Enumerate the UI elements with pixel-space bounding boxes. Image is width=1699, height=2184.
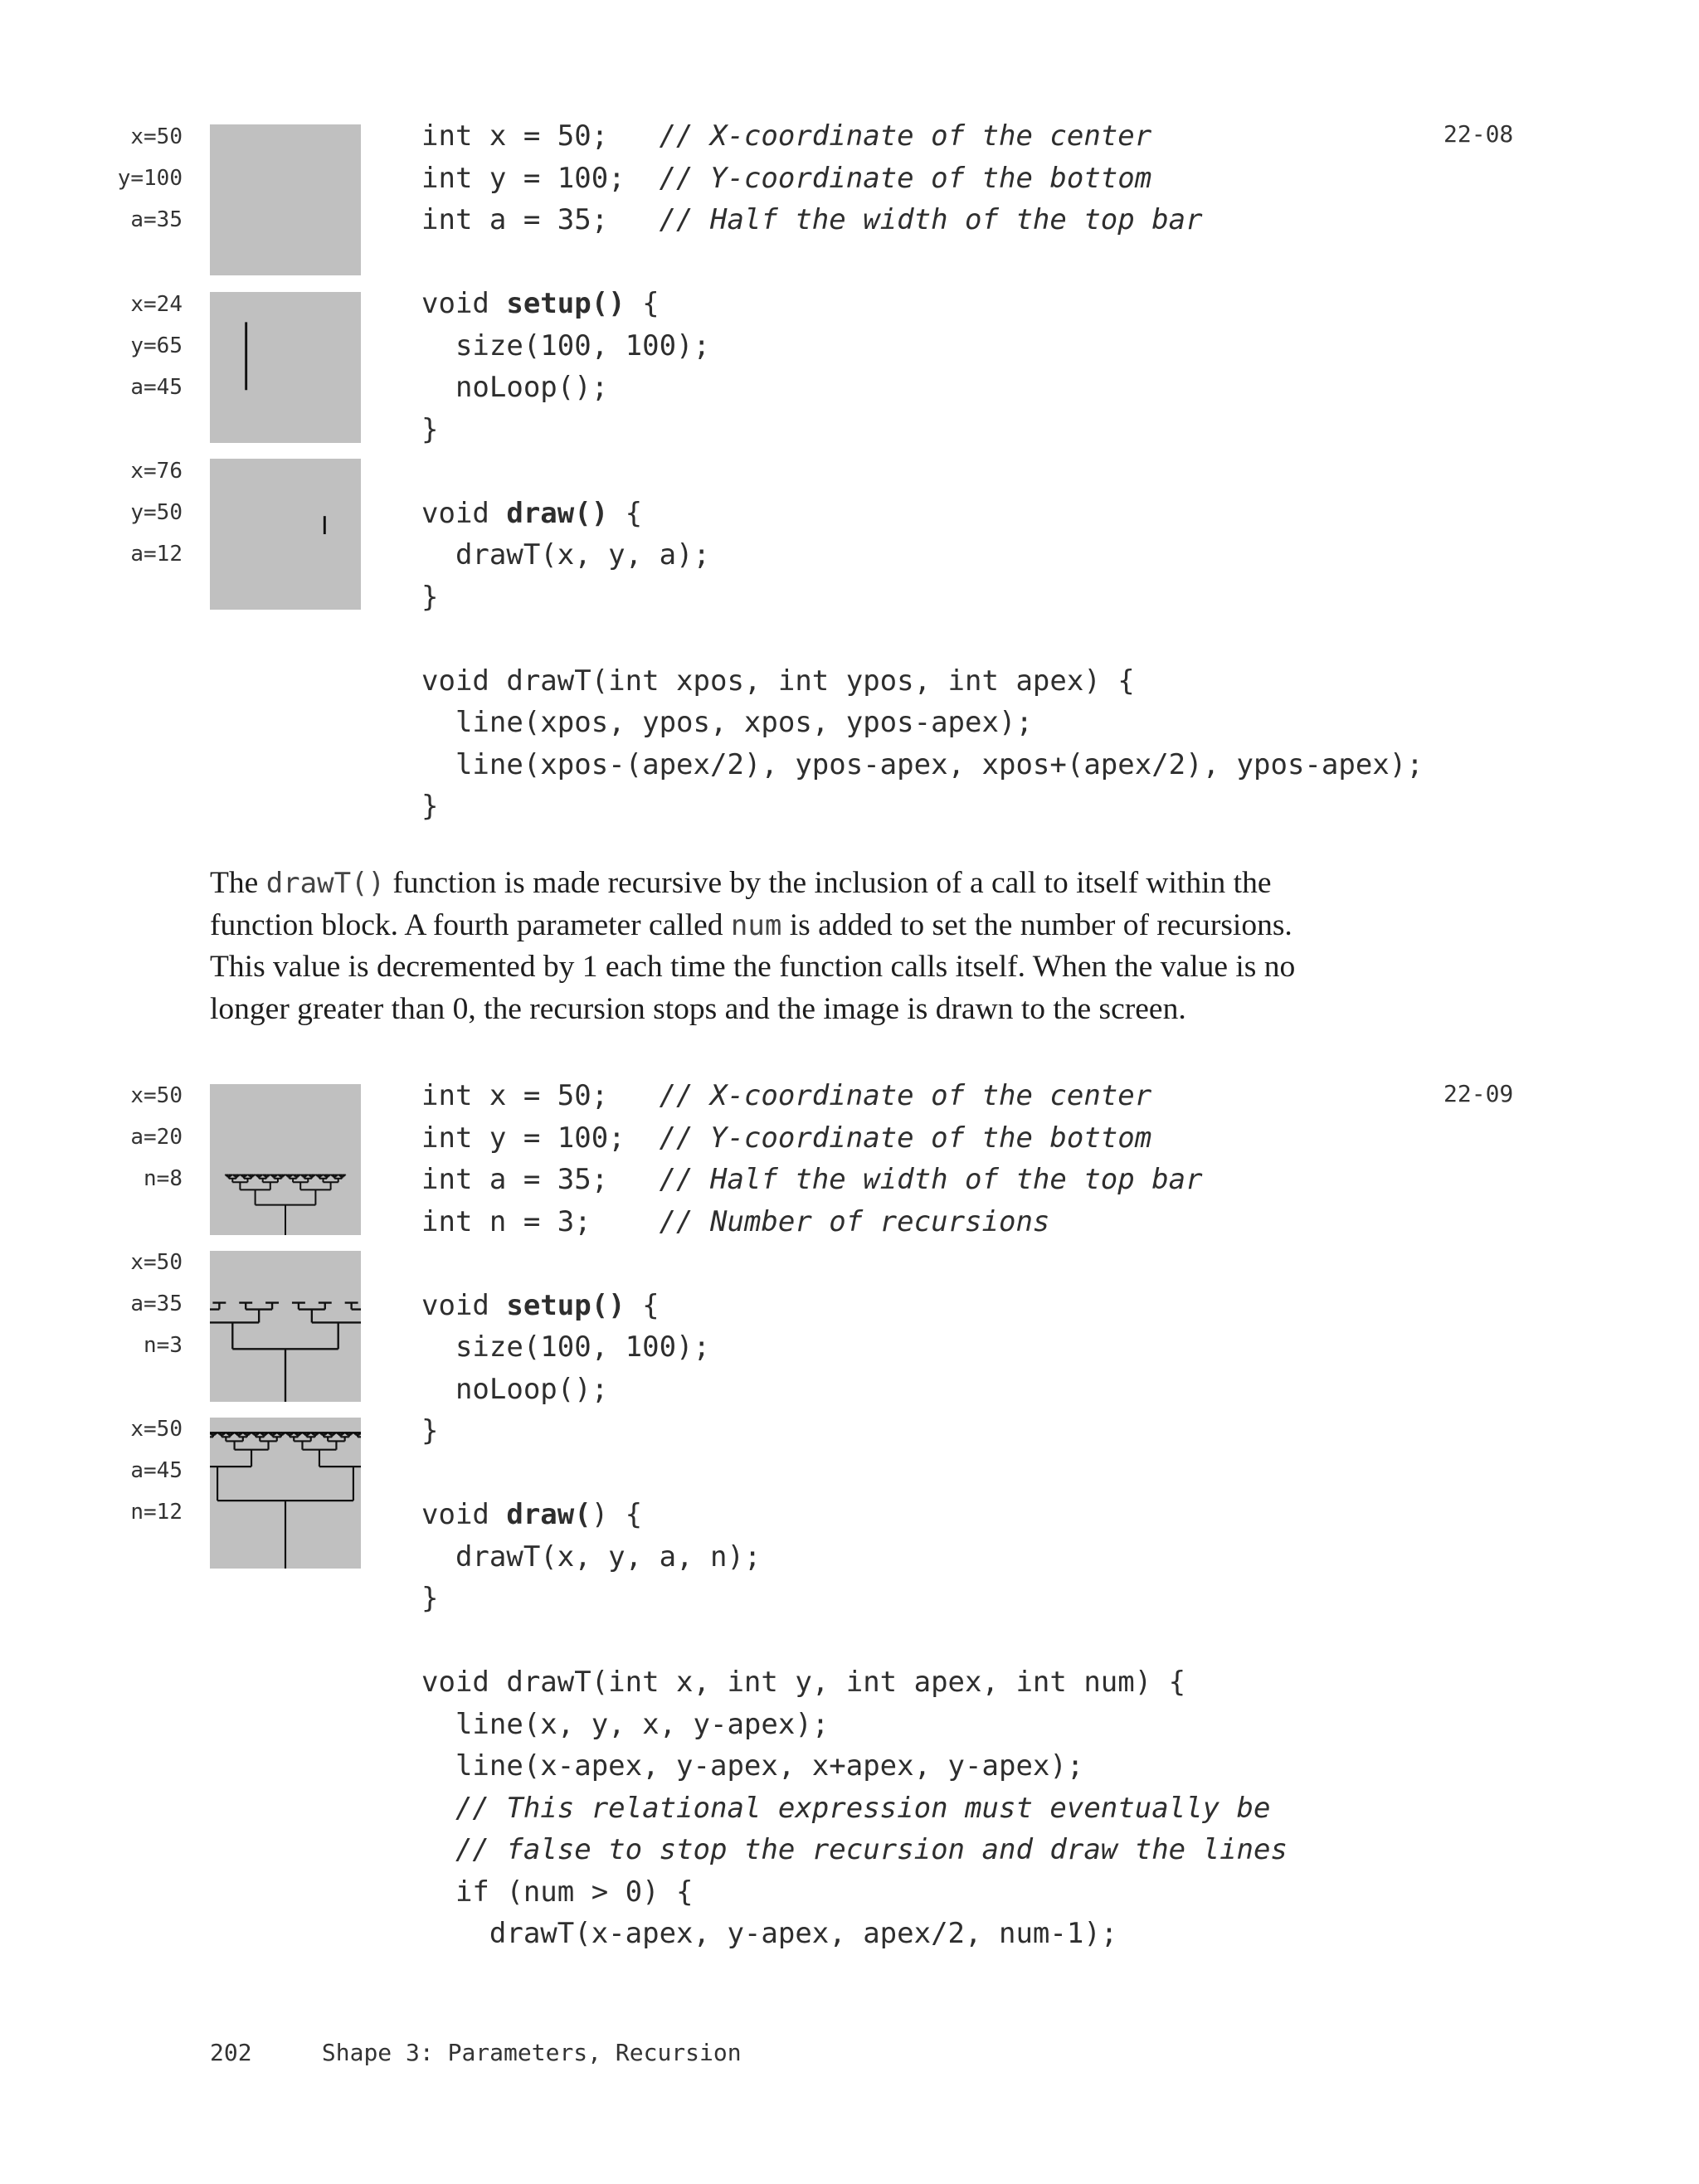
paragraph-line: function block. A fourth parameter called num is added to set the number of recursions.	[210, 907, 1293, 942]
param-label: a=45	[130, 1458, 183, 1483]
param-label: a=12	[130, 542, 183, 567]
code-line: line(xpos-(apex/2), ypos-apex, xpos+(apex/2), ypos-apex);	[421, 747, 1424, 781]
code-line: line(xpos, ypos, xpos, ypos-apex);	[421, 706, 1033, 739]
code-line: }	[421, 580, 439, 614]
param-label: x=50	[130, 1417, 183, 1442]
code-line: int y = 100; // Y-coordinate of the bottom	[421, 161, 1152, 195]
param-label: n=8	[144, 1166, 183, 1191]
param-label: n=3	[144, 1333, 183, 1358]
code-line: noLoop();	[421, 371, 609, 404]
paragraph-line: This value is decremented by 1 each time the function calls itself. When the value is no	[210, 950, 1296, 984]
body-paragraph	[210, 863, 1454, 1030]
code-line: int x = 50; // X-coordinate of the center	[421, 119, 1152, 153]
thumbnail-ex2-3	[210, 1418, 361, 1569]
example-number: 22-08	[1443, 120, 1514, 148]
param-label: a=45	[130, 375, 183, 400]
code-listing-22-08	[421, 115, 1424, 828]
param-label: x=50	[130, 124, 183, 149]
thumbnail-ex1-3	[210, 459, 361, 610]
param-label: a=35	[130, 207, 183, 232]
code-line: void draw() {	[421, 496, 643, 530]
thumbnail-ex2-2	[210, 1251, 361, 1402]
code-line: drawT(x, y, a);	[421, 538, 710, 572]
params-ex1-set1	[0, 116, 183, 241]
param-label: a=20	[130, 1125, 183, 1150]
code-line: }	[421, 790, 439, 823]
thumbnail-ex1-1	[210, 124, 361, 275]
code-line: size(100, 100);	[421, 328, 710, 362]
params-ex1-set3	[0, 450, 183, 575]
thumbnail-ex1-2	[210, 292, 361, 443]
param-label: x=50	[130, 1250, 183, 1275]
params-ex1-set2	[0, 284, 183, 408]
code-line	[421, 450, 1424, 493]
param-label: y=100	[117, 166, 183, 191]
param-label: n=12	[130, 1500, 183, 1525]
paragraph-line: longer greater than 0, the recursion stops and the image is drawn to the screen.	[210, 991, 1186, 1026]
param-label: x=50	[130, 1083, 183, 1108]
code-line: }	[421, 412, 439, 446]
params-ex2-set2	[0, 1242, 183, 1366]
thumbnail-ex2-1	[210, 1084, 361, 1235]
code-line	[421, 618, 1424, 660]
paragraph-line: The drawT() function is made recursive by the inclusion of a call to itself within the	[210, 866, 1272, 900]
param-label: y=65	[130, 333, 183, 358]
code-line: void drawT(int xpos, int ypos, int apex) {	[421, 664, 1135, 698]
code-line: void setup() {	[421, 287, 660, 320]
param-label: x=24	[130, 292, 183, 317]
param-label: a=35	[130, 1291, 183, 1316]
code-line: int a = 35; // Half the width of the top bar	[421, 203, 1203, 236]
params-ex2-set1	[0, 1075, 183, 1199]
params-ex2-set3	[0, 1408, 183, 1533]
param-label: y=50	[130, 500, 183, 525]
param-label: x=76	[130, 459, 183, 484]
code-line	[421, 241, 1424, 284]
